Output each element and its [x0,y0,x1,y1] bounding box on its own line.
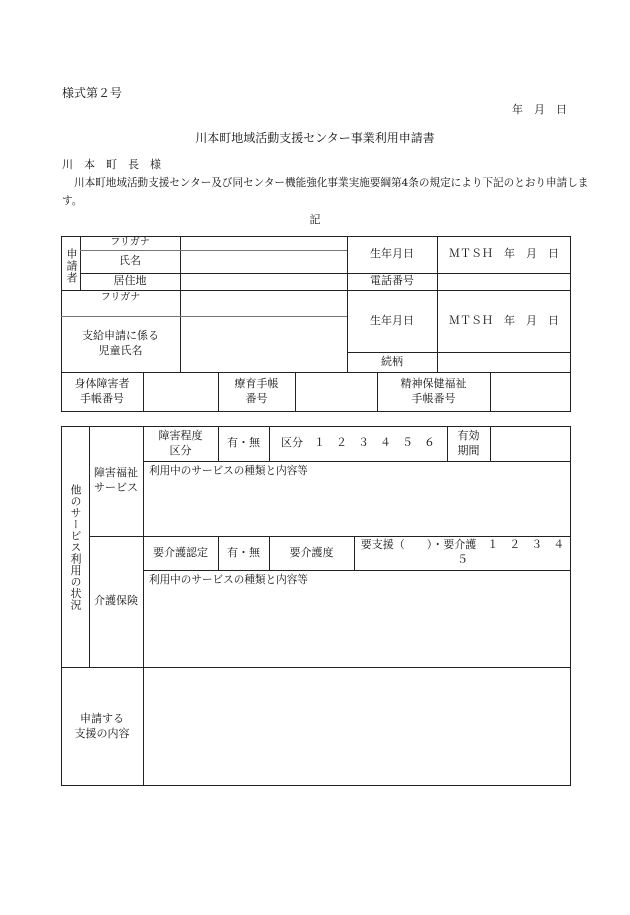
applicant-furigana-label: フリガナ [110,237,150,249]
applicant-address-label: 居住地 [113,274,147,288]
care-insurance-label: 介護保険 [94,594,138,608]
welfare-content-label: 利用中のサービスの種類と内容等 [149,465,308,477]
validity-period-label: 有効 期間 [457,428,480,457]
care-level-values: 要支援（ ）・要介護 １ ２ ３ ４ ５ [360,538,576,566]
care-certification-label: 要介護認定 [153,545,208,559]
physical-handbook-label: 身体障害者 手帳番号 [74,377,130,405]
date-line: 年 月 日 [512,103,567,116]
form-number: 様式第２号 [62,86,123,100]
ki-label: 記 [309,213,321,226]
care-level-label: 要介護度 [289,545,334,559]
applicant-phone-label: 電話番号 [370,274,414,288]
welfare-yes-no: 有・無 [227,436,260,450]
ryoiku-handbook-label: 療育手帳 番号 [234,377,279,405]
disability-kubun: 区分 １ ２ ３ ４ ５ ６ [281,436,435,450]
disability-degree-label: 障害程度 区分 [158,428,203,457]
care-yes-no: 有・無 [227,545,260,559]
child-birthdate-value: ＭＴＳＨ 年 月 日 [449,313,559,327]
applicant-birthdate-value: ＭＴＳＨ 年 月 日 [449,247,559,261]
child-name-label: 支給申請に係る 児童氏名 [82,329,159,357]
addressee: 川 本 町 長 様 [62,158,161,171]
intro-text-line1: 川本町地域活動支援センター及び同センター機能強化事業実施要綱第4条の規定により下記のとおり申請しま [74,177,589,189]
support-content-label: 申請する 支援の内容 [74,711,130,740]
intro-text-line2: す。 [62,195,83,207]
applicant-birthdate-label: 生年月日 [370,247,414,261]
form-title: 川本町地域活動支援センター事業利用申請書 [195,131,435,145]
child-furigana-label: フリガナ [100,292,141,303]
applicant-section-label: 申請者 [65,248,78,284]
mental-handbook-label: 精神保健福祉 手帳番号 [400,377,467,405]
applicant-name-label: 氏名 [119,254,141,268]
child-birthdate-label: 生年月日 [370,313,414,327]
other-services-label: 他のサービス利用の状況 [69,484,82,611]
child-relation-label: 続柄 [381,354,403,368]
care-content-label: 利用中のサービスの種類と内容等 [149,574,308,586]
welfare-service-label: 障害福祉 サービス [94,466,138,494]
